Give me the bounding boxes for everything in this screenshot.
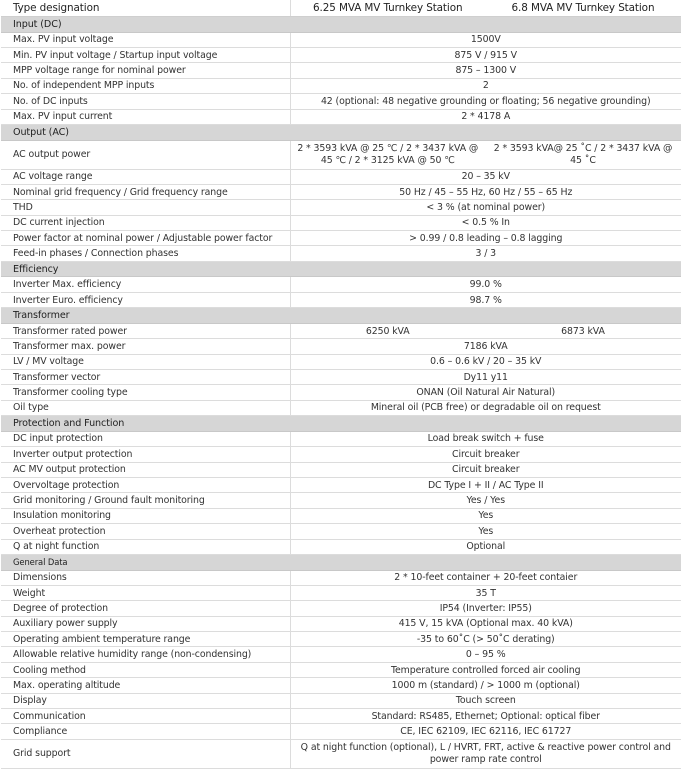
- table-row: [1, 431, 681, 446]
- table-row: [1, 508, 681, 523]
- table-row: [1, 323, 681, 338]
- spec-value: Yes / Yes: [290, 493, 681, 508]
- section-title: Output (AC): [1, 124, 681, 140]
- spec-label: LV / MV voltage: [1, 354, 290, 369]
- table-row: [1, 292, 681, 307]
- table-row: [1, 693, 681, 708]
- table-row: [1, 493, 681, 508]
- spec-label: Q at night function: [1, 539, 290, 554]
- spec-value: Mineral oil (PCB free) or degradable oil on request: [290, 400, 681, 415]
- spec-label: Power factor at nominal power / Adjustable power factor: [1, 231, 290, 246]
- table-row: [1, 94, 681, 109]
- table-row: [1, 169, 681, 184]
- table-row: [1, 477, 681, 492]
- spec-label: Inverter Euro. efficiency: [1, 292, 290, 307]
- table-row: [1, 200, 681, 215]
- spec-value-625: 2 * 3593 kVA @ 25 ℃ / 2 * 3437 kVA @ 45 ℃ / 2 * 3125 kVA @ 50 ℃: [290, 140, 485, 169]
- spec-label: Dimensions: [1, 570, 290, 585]
- table-row: [1, 647, 681, 662]
- spec-label: Insulation monitoring: [1, 508, 290, 523]
- header-type-designation: Type designation: [1, 0, 290, 17]
- table-row: [1, 354, 681, 369]
- spec-label: Degree of protection: [1, 601, 290, 616]
- spec-label: AC output power: [1, 140, 290, 169]
- spec-value: 0.6 – 0.6 kV / 20 – 35 kV: [290, 354, 681, 369]
- table-row: [1, 447, 681, 462]
- spec-value: Optional: [290, 539, 681, 554]
- table-row: [1, 570, 681, 585]
- spec-label: Grid support: [1, 739, 290, 768]
- spec-value: 2: [290, 78, 681, 93]
- table-row: [1, 78, 681, 93]
- section-header: [1, 554, 681, 570]
- spec-value: 2 * 4178 A: [290, 109, 681, 124]
- spec-label: Min. PV input voltage / Startup input voltage: [1, 47, 290, 62]
- spec-label: Oil type: [1, 400, 290, 415]
- spec-value: 99.0 %: [290, 277, 681, 292]
- spec-label: Cooling method: [1, 662, 290, 677]
- spec-value: ONAN (Oil Natural Air Natural): [290, 385, 681, 400]
- spec-value: Dy11 y11: [290, 370, 681, 385]
- table-row: [1, 246, 681, 261]
- spec-label: AC MV output protection: [1, 462, 290, 477]
- spec-value: < 0.5 % In: [290, 215, 681, 230]
- header-model-625: 6.25 MVA MV Turnkey Station: [290, 0, 485, 17]
- section-header: [1, 124, 681, 140]
- spec-label: Max. operating altitude: [1, 678, 290, 693]
- spec-label: Overheat protection: [1, 524, 290, 539]
- spec-value: Yes: [290, 524, 681, 539]
- spec-label: Overvoltage protection: [1, 477, 290, 492]
- table-row: [1, 632, 681, 647]
- spec-value: DC Type I + II / AC Type II: [290, 477, 681, 492]
- spec-value: 20 – 35 kV: [290, 169, 681, 184]
- spec-value: 2 * 10-feet container + 20-feet contaier: [290, 570, 681, 585]
- table-row: [1, 184, 681, 199]
- spec-label: Transformer cooling type: [1, 385, 290, 400]
- table-row: [1, 215, 681, 230]
- spec-value: 875 V / 915 V: [290, 47, 681, 62]
- spec-value: -35 to 60˚C (> 50˚C derating): [290, 632, 681, 647]
- table-row: [1, 739, 681, 768]
- spec-label: DC input protection: [1, 431, 290, 446]
- table-row: [1, 32, 681, 47]
- spec-value: 50 Hz / 45 – 55 Hz, 60 Hz / 55 – 65 Hz: [290, 184, 681, 199]
- spec-label: MPP voltage range for nominal power: [1, 63, 290, 78]
- spec-value: > 0.99 / 0.8 leading – 0.8 lagging: [290, 231, 681, 246]
- section-header: [1, 261, 681, 277]
- spec-label: Max. PV input current: [1, 109, 290, 124]
- spec-value: 98.7 %: [290, 292, 681, 307]
- spec-value: 3 / 3: [290, 246, 681, 261]
- table-header-row: [1, 0, 681, 17]
- table-row: [1, 462, 681, 477]
- spec-value: IP54 (Inverter: IP55): [290, 601, 681, 616]
- spec-value-68: 2 * 3593 kVA@ 25 ˚C / 2 * 3437 kVA @ 45 ˚C: [485, 140, 681, 169]
- table-row: [1, 277, 681, 292]
- spec-label: Operating ambient temperature range: [1, 632, 290, 647]
- spec-value: Yes: [290, 508, 681, 523]
- spec-value: 35 T: [290, 585, 681, 600]
- table-row: [1, 724, 681, 739]
- spec-label: DC current injection: [1, 215, 290, 230]
- spec-label: Compliance: [1, 724, 290, 739]
- spec-label: Nominal grid frequency / Grid frequency range: [1, 184, 290, 199]
- spec-value: Touch screen: [290, 693, 681, 708]
- table-row: [1, 616, 681, 631]
- spec-label: AC voltage range: [1, 169, 290, 184]
- spec-label: Transformer rated power: [1, 323, 290, 338]
- spec-label: THD: [1, 200, 290, 215]
- spec-value: Q at night function (optional), L / HVRT, FRT, active & reactive power control and power ramp rate control: [290, 739, 681, 768]
- spec-value: 415 V, 15 kVA (Optional max. 40 kVA): [290, 616, 681, 631]
- spec-value: Standard: RS485, Ethernet; Optional: optical fiber: [290, 709, 681, 724]
- section-header: [1, 308, 681, 324]
- table-row: [1, 678, 681, 693]
- spec-value: 0 – 95 %: [290, 647, 681, 662]
- spec-value: CE, IEC 62109, IEC 62116, IEC 61727: [290, 724, 681, 739]
- spec-label: Communication: [1, 709, 290, 724]
- spec-value: Circuit breaker: [290, 447, 681, 462]
- table-row: [1, 63, 681, 78]
- spec-table: [1, 0, 681, 769]
- spec-label: Auxiliary power supply: [1, 616, 290, 631]
- section-title: Efficiency: [1, 261, 681, 277]
- table-row: [1, 585, 681, 600]
- section-header: [1, 416, 681, 432]
- spec-label: Transformer max. power: [1, 339, 290, 354]
- table-row: [1, 662, 681, 677]
- table-row: [1, 47, 681, 62]
- table-row: [1, 400, 681, 415]
- table-row: [1, 231, 681, 246]
- spec-label: Weight: [1, 585, 290, 600]
- section-title: Input (DC): [1, 17, 681, 33]
- header-model-68: 6.8 MVA MV Turnkey Station: [485, 0, 681, 17]
- spec-label: Inverter output protection: [1, 447, 290, 462]
- table-row: [1, 370, 681, 385]
- spec-value: Circuit breaker: [290, 462, 681, 477]
- spec-value: 1500V: [290, 32, 681, 47]
- spec-value-625: 6250 kVA: [290, 323, 485, 338]
- table-row: [1, 524, 681, 539]
- spec-label: Feed-in phases / Connection phases: [1, 246, 290, 261]
- spec-label: No. of DC inputs: [1, 94, 290, 109]
- table-row: [1, 385, 681, 400]
- table-row: [1, 140, 681, 169]
- spec-value: Temperature controlled forced air cooling: [290, 662, 681, 677]
- spec-label: Grid monitoring / Ground fault monitoring: [1, 493, 290, 508]
- spec-value: < 3 % (at nominal power): [290, 200, 681, 215]
- table-row: [1, 709, 681, 724]
- section-title: General Data: [1, 554, 681, 570]
- section-title: Transformer: [1, 308, 681, 324]
- spec-value: 875 – 1300 V: [290, 63, 681, 78]
- spec-label: Display: [1, 693, 290, 708]
- spec-value: Load break switch + fuse: [290, 431, 681, 446]
- spec-label: Allowable relative humidity range (non-condensing): [1, 647, 290, 662]
- section-header: [1, 17, 681, 33]
- table-row: [1, 339, 681, 354]
- spec-label: Inverter Max. efficiency: [1, 277, 290, 292]
- spec-label: Max. PV input voltage: [1, 32, 290, 47]
- spec-value-68: 6873 kVA: [485, 323, 681, 338]
- table-row: [1, 109, 681, 124]
- section-title: Protection and Function: [1, 416, 681, 432]
- table-row: [1, 601, 681, 616]
- spec-label: Transformer vector: [1, 370, 290, 385]
- spec-value: 7186 kVA: [290, 339, 681, 354]
- spec-value: 1000 m (standard) / > 1000 m (optional): [290, 678, 681, 693]
- spec-label: No. of independent MPP inputs: [1, 78, 290, 93]
- spec-table-body: [1, 0, 681, 768]
- spec-value: 42 (optional: 48 negative grounding or floating; 56 negative grounding): [290, 94, 681, 109]
- table-row: [1, 539, 681, 554]
